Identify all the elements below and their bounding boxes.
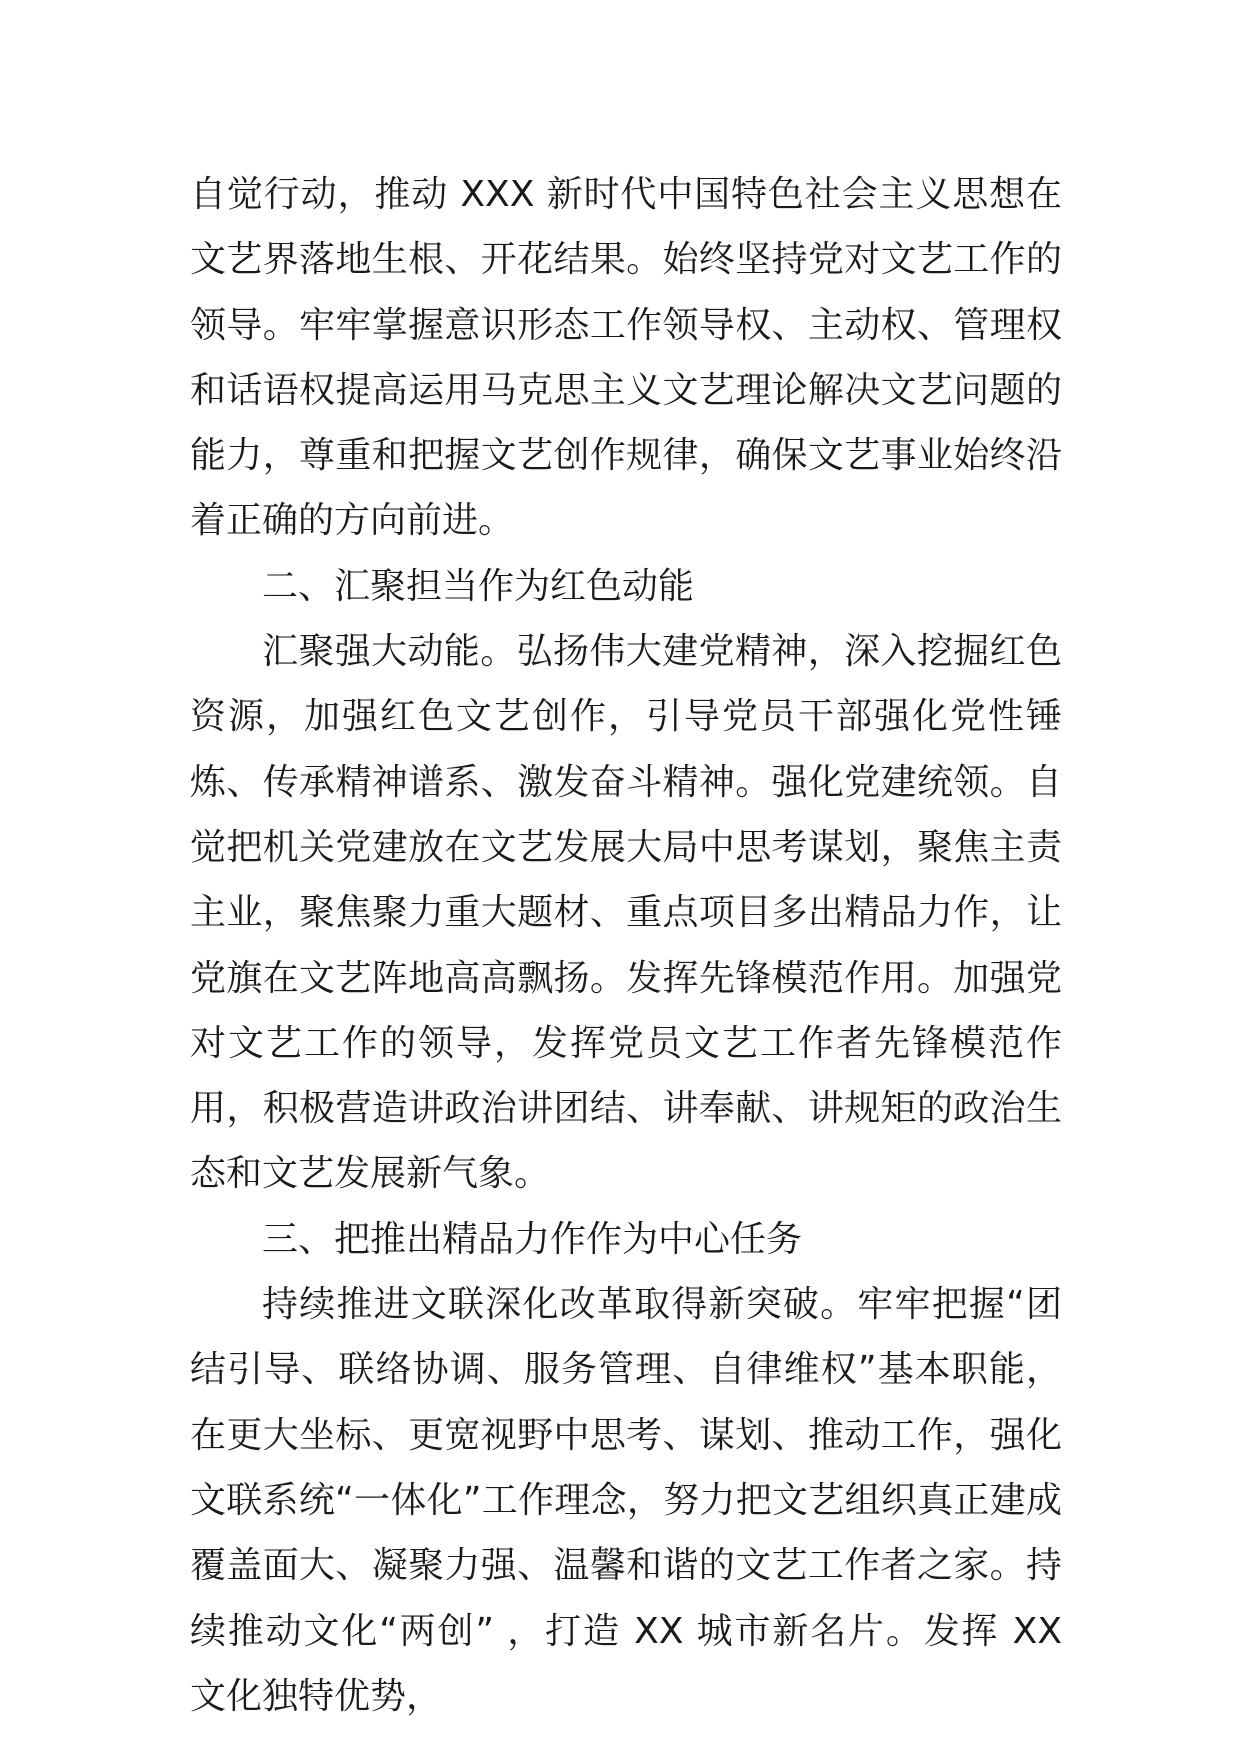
document-page bbox=[190, 162, 1062, 1729]
section-heading-2: 二、汇聚担当作为红色动能 bbox=[262, 565, 695, 607]
paragraph-continuation: 自觉行动，推动 XXX 新时代中国特色社会主义思想在文艺界落地生根、开花结果。始终坚持党对文艺工作的领导。牢牢掌握意识形态工作领导权、主动权、管理权和话语权提高运用马克思主义文艺理论解决文艺问题的能力，尊重和把握文艺创作规律，确保文艺事业始终沿着正确的方向前进。 bbox=[190, 174, 1062, 542]
paragraph-section-2: 汇聚强大动能。弘扬伟大建党精神，深入挖掘红色资源，加强红色文艺创作，引导党员干部强化党性锤炼、传承精神谱系、激发奋斗精神。强化党建统领。自觉把机关党建放在文艺发展大局中思考谋划，聚焦主责主业，聚焦聚力重大题材、重点项目多出精品力作，让党旗在文艺阵地高高飘扬。发挥先锋模范作用。加强党对文艺工作的领导，发挥党员文艺工作者先锋模范作用，积极营造讲政治讲团结、讲奉献、讲规矩的政治生态和文艺发展新气象。 bbox=[190, 631, 1062, 1195]
paragraph-section-3: 持续推进文联深化改革取得新突破。牢牢把握“团结引导、联络协调、服务管理、自律维权”基本职能，在更大坐标、更宽视野中思考、谋划、推动工作，强化文联系统“一体化”工作理念，努力把文艺组织真正建成覆盖面大、凝聚力强、温馨和谐的文艺工作者之家。持续推动文化“两创” ，打造 XX 城市新名片。发挥 XX 文化独特优势， bbox=[190, 1284, 1062, 1717]
section-heading-3: 三、把推出精品力作作为中心任务 bbox=[262, 1218, 803, 1260]
